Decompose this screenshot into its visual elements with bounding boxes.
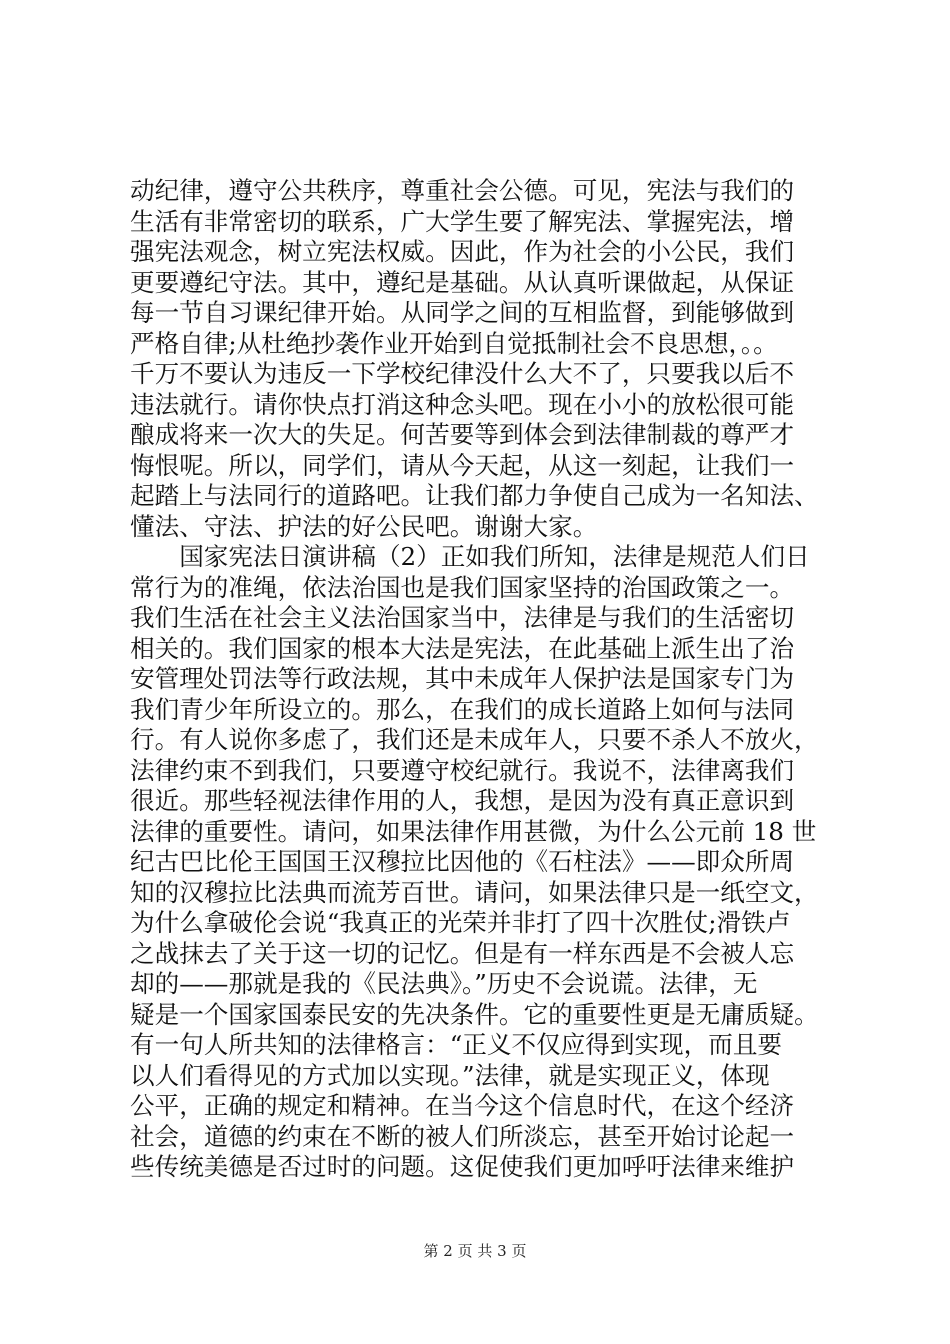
text-line: 之战抹去了关于这一切的记忆。但是有一样东西是不会被人忘 xyxy=(130,938,795,968)
text-line: 常行为的准绳，依法治国也是我们国家坚持的治国政策之一。 xyxy=(130,572,795,602)
text-line: 安管理处罚法等行政法规，其中未成年人保护法是国家专门为 xyxy=(130,664,795,693)
text-line: 行。有人说你多虑了，我们还是未成年人，只要不杀人不放火， xyxy=(130,725,819,754)
text-line: 法律约束不到我们，只要遵守校纪就行。我说不，法律离我们 xyxy=(130,755,795,785)
text-line: 我们生活在社会主义法治国家当中，法律是与我们的生活密切 xyxy=(130,603,795,632)
text-line: 社会，道德的约束在不断的被人们所淡忘，甚至开始讨论起一 xyxy=(130,1121,795,1151)
text-line: 为什么拿破伦会说“我真正的光荣并非打了四十次胜仗;滑铁卢 xyxy=(130,908,791,937)
text-line: 疑是一个国家国泰民安的先决条件。它的重要性更是无庸质疑。 xyxy=(130,999,819,1029)
text-line: 严格自律;从杜绝抄袭作业开始到自觉抵制社会不良思想，。。 xyxy=(130,328,778,358)
page-number-footer: 第 2 页 共 3 页 xyxy=(423,1242,527,1260)
text-line: 起踏上与法同行的道路吧。让我们都力争使自己成为一名知法、 xyxy=(130,481,819,510)
text-line: 强宪法观念，树立宪法权威。因此，作为社会的小公民，我们 xyxy=(130,237,795,266)
text-line: 有一句人所共知的法律格言：“正义不仅应得到实现，而且要 xyxy=(130,1030,783,1059)
body-text xyxy=(130,176,852,1183)
text-line: 些传统美德是否过时的问题。这促使我们更加呼吁法律来维护 xyxy=(130,1152,795,1181)
text-line: 生活有非常密切的联系，广大学生要了解宪法、掌握宪法，增 xyxy=(130,206,795,236)
text-line: 懂法、守法、护法的好公民吧。谢谢大家。 xyxy=(130,511,598,541)
text-line: 更要遵纪守法。其中，遵纪是基础。从认真听课做起，从保证 xyxy=(130,267,795,297)
text-line: 每一节自习课纪律开始。从同学之间的互相监督，到能够做到 xyxy=(130,298,795,327)
text-line: 却的——那就是我的《民法典》。”历史不会说谎。法律，无 xyxy=(130,969,758,998)
text-line: 公平，正确的规定和精神。在当今这个信息时代，在这个经济 xyxy=(130,1091,795,1120)
text-line: 很近。那些轻视法律作用的人，我想，是因为没有真正意识到 xyxy=(130,786,795,815)
text-line: 违法就行。请你快点打消这种念头吧。现在小小的放松很可能 xyxy=(130,389,795,419)
text-line: 动纪律，遵守公共秩序，尊重社会公德。可见，宪法与我们的 xyxy=(130,176,795,205)
text-line: 国家宪法日演讲稿（2）正如我们所知，法律是规范人们日 xyxy=(130,542,810,571)
text-line: 纪古巴比伦王国国王汉穆拉比因他的《石柱法》——即众所周 xyxy=(130,847,795,876)
text-line: 酿成将来一次大的失足。何苦要等到体会到法律制裁的尊严才 xyxy=(130,420,795,449)
text-line: 法律的重要性。请问，如果法律作用甚微，为什么公元前 18 世 xyxy=(130,816,817,846)
text-line: 以人们看得见的方式加以实现。”法律，就是实现正义，体现 xyxy=(130,1060,770,1090)
text-line: 悔恨呢。所以，同学们，请从今天起，从这一刻起，让我们一 xyxy=(130,450,795,480)
text-line: 千万不要认为违反一下学校纪律没什么大不了，只要我以后不 xyxy=(130,359,795,388)
text-line: 知的汉穆拉比法典而流芳百世。请问，如果法律只是一纸空文， xyxy=(130,877,819,907)
text-line: 相关的。我们国家的根本大法是宪法，在此基础上派生出了治 xyxy=(130,633,795,663)
text-line: 我们青少年所设立的。那么，在我们的成长道路上如何与法同 xyxy=(130,694,795,724)
